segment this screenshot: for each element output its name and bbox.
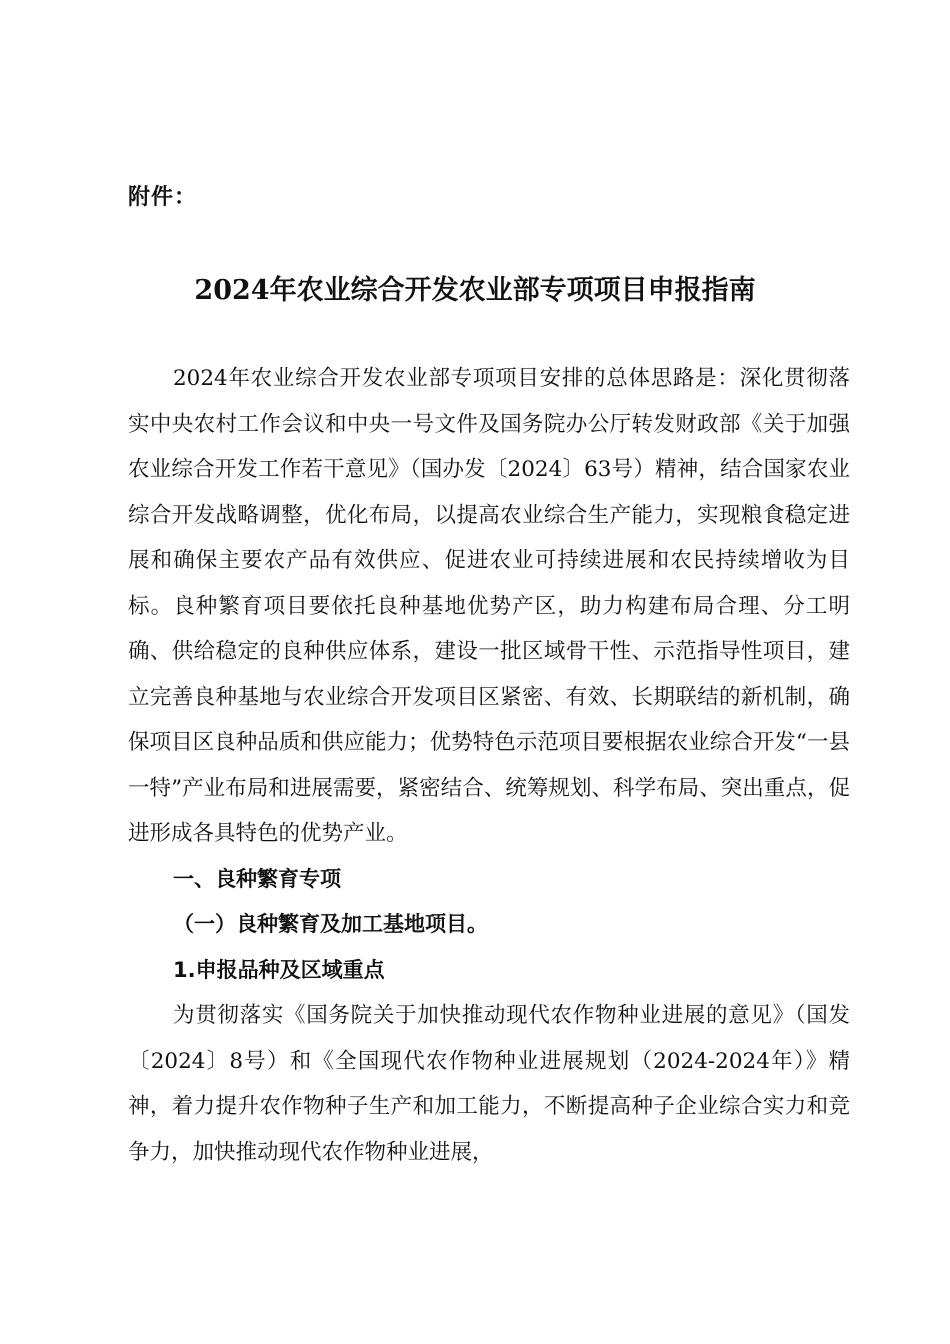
intro-paragraph: 2024年农业综合开发农业部专项项目安排的总体思路是：深化贯彻落实中央农村工作会议和中央一号文件及国务院办公厅转发财政部《关于加强农业综合开发工作若干意见》（国办发〔2024〕63号）精神，结合国家农业综合开发战略调整，优化布局，以提高农业综合生产能力，实现粮食稳定进展和确保主要农产品有效供应、促进农业可持续进展和农民持续增收为目标。良种繁育项目要依托良种基地优势产区，助力构建布局合理、分工明确、供给稳定的良种供应体系，建设一批区域骨干性、示范指导性项目，建立完善良种基地与农业综合开发项目区紧密、有效、长期联结的新机制，确保项目区良种品质和供应能力；优势特色示范项目要根据农业综合开发“一县一特”产业布局和进展需要，紧密结合、统筹规划、科学布局、突出重点，促进形成各具特色的优势产业。 xyxy=(128,366,850,846)
section-heading: 一、良种繁育专项 xyxy=(173,866,341,891)
subsection-heading: （一）良种繁育及加工基地项目。 xyxy=(173,912,488,936)
attachment-label: 附件： xyxy=(128,185,198,210)
document-body xyxy=(128,356,850,1175)
item-heading: 1.申报品种及区域重点 xyxy=(173,957,385,982)
item-paragraph: 为贯彻落实《国务院关于加快推动现代农作物种业进展的意见》（国发〔2024〕8号）和《全国现代农作物种业进展规划（2024-2024年）》精神，着力提升农作物种子生产和加工能力，不断提高种子企业综合实力和竞争力，加快推动现代农作物种业进展， xyxy=(128,1003,850,1165)
document-title: 2024年农业综合开发农业部专项项目申报指南 xyxy=(194,275,756,306)
